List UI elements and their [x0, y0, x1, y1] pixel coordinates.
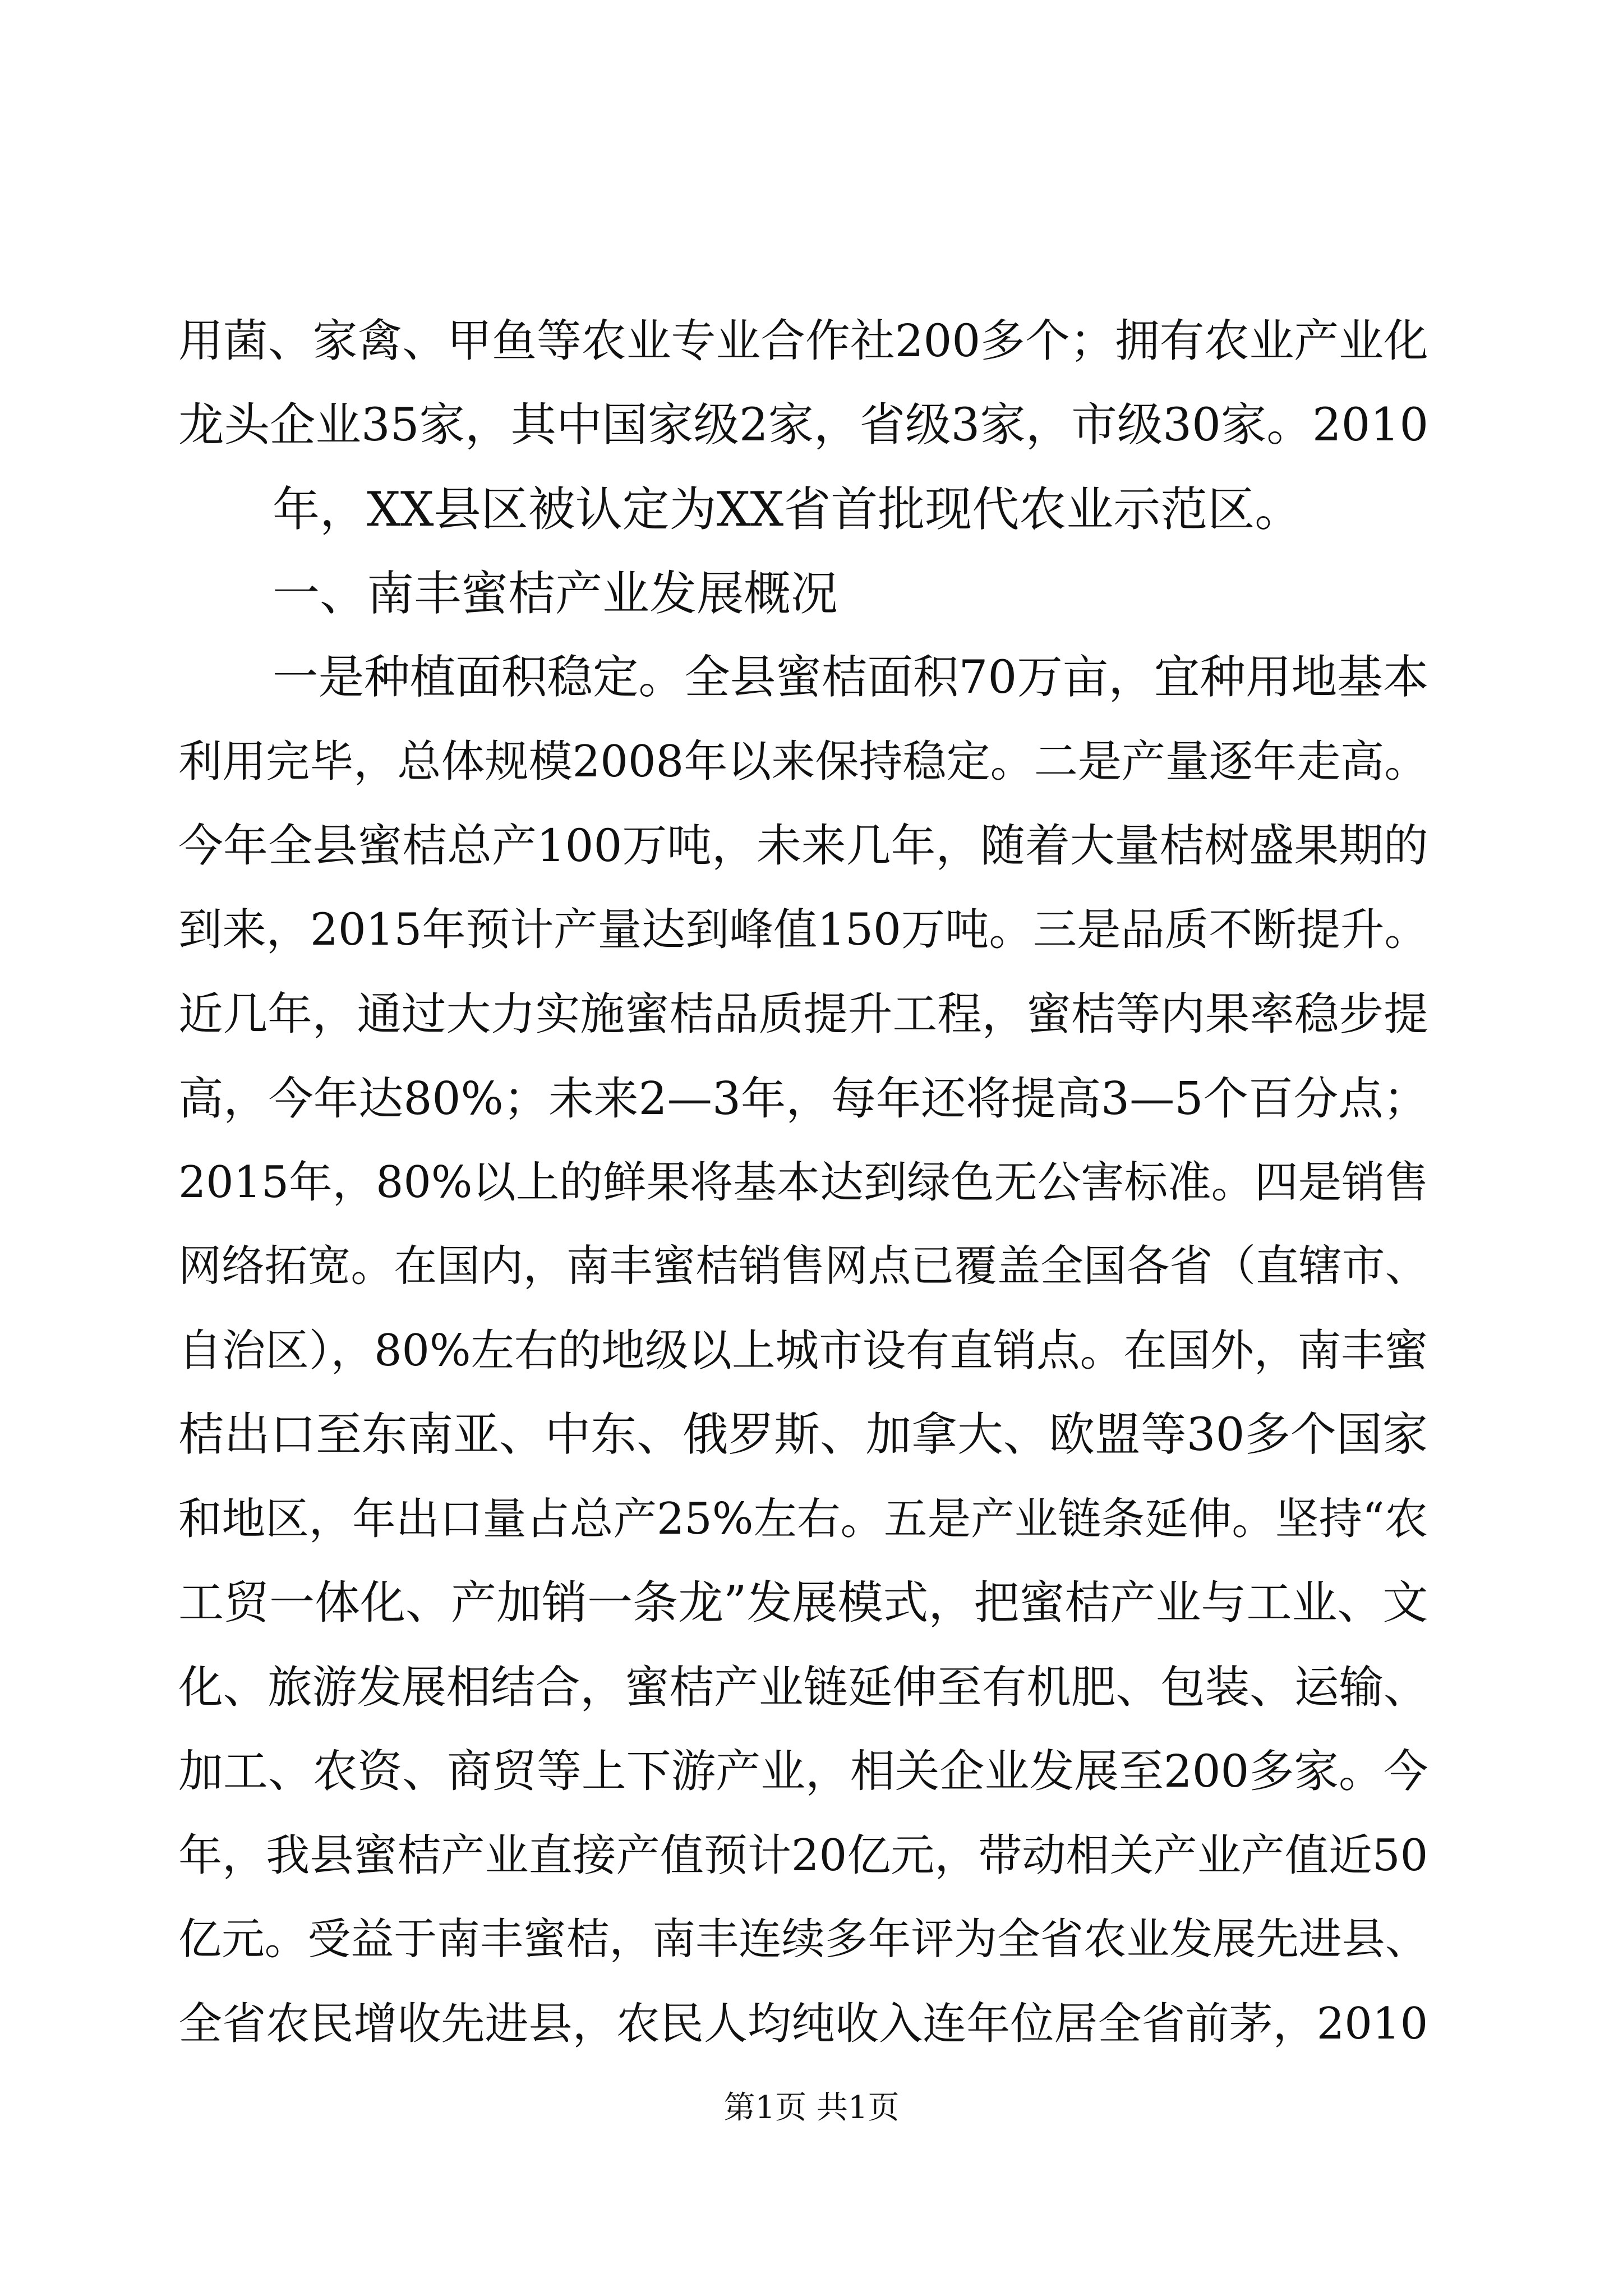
- paragraph-line: 高，今年达80%；未来2—3年，每年还将提高3—5个百分点；: [178, 1072, 1428, 1125]
- paragraph-line: 和地区，年出口量占总产25%左右。五是产业链条延伸。坚持“农: [178, 1494, 1428, 1544]
- paragraph-line: 利用完毕，总体规模2008年以来保持稳定。二是产量逐年走高。: [178, 737, 1428, 787]
- paragraph-line: 加工、农资、商贸等上下游产业，相关企业发展至200多家。今: [178, 1745, 1428, 1797]
- paragraph-line: 一是种植面积稳定。全县蜜桔面积70万亩，宜种用地基本: [273, 651, 1429, 704]
- paragraph-line: 亿元。受益于南丰蜜桔，南丰连续多年评为全省农业发展先进县、: [178, 1915, 1428, 1964]
- paragraph-line: 龙头企业35家，其中国家级2家，省级3家，市级30家。2010: [178, 398, 1429, 452]
- paragraph-line: 年，我县蜜桔产业直接产值预计20亿元，带动相关产业产值近50: [178, 1830, 1428, 1881]
- paragraph-line: 工贸一体化、产加销一条龙”发展模式，把蜜桔产业与工业、文: [178, 1577, 1428, 1630]
- page-number-footer: 第1页 共1页: [723, 2090, 900, 2126]
- paragraph-line: 年，XX县区被认定为XX省首批现代农业示范区。: [273, 482, 1302, 537]
- paragraph-line: 网络拓宽。在国内，南丰蜜桔销售网点已覆盖全国各省（直辖市、: [178, 1241, 1428, 1291]
- section-heading: 一、南丰蜜桔产业发展概况: [273, 566, 838, 621]
- paragraph-line: 2015年，80%以上的鲜果将基本达到绿色无公害标准。四是销售: [178, 1157, 1429, 1208]
- paragraph-line: 桔出口至东南亚、中东、俄罗斯、加拿大、欧盟等30多个国家: [178, 1408, 1428, 1461]
- paragraph-line: 今年全县蜜桔总产100万吨，未来几年，随着大量桔树盛果期的: [178, 820, 1428, 872]
- paragraph-line: 用菌、家禽、甲鱼等农业专业合作社200多个；拥有农业产业化: [178, 315, 1428, 367]
- paragraph-line: 到来，2015年预计产量达到峰值150万吨。三是品质不断提升。: [178, 904, 1428, 955]
- paragraph-line: 近几年，通过大力实施蜜桔品质提升工程，蜜桔等内果率稳步提: [178, 988, 1428, 1040]
- paragraph-line: 全省农民增收先进县，农民人均纯收入连年位居全省前茅，2010: [178, 1999, 1428, 2049]
- paragraph-line: 自治区），80%左右的地级以上城市设有直销点。在国外，南丰蜜: [178, 1326, 1428, 1376]
- paragraph-line: 化、旅游发展相结合，蜜桔产业链延伸至有机肥、包装、运输、: [178, 1661, 1428, 1713]
